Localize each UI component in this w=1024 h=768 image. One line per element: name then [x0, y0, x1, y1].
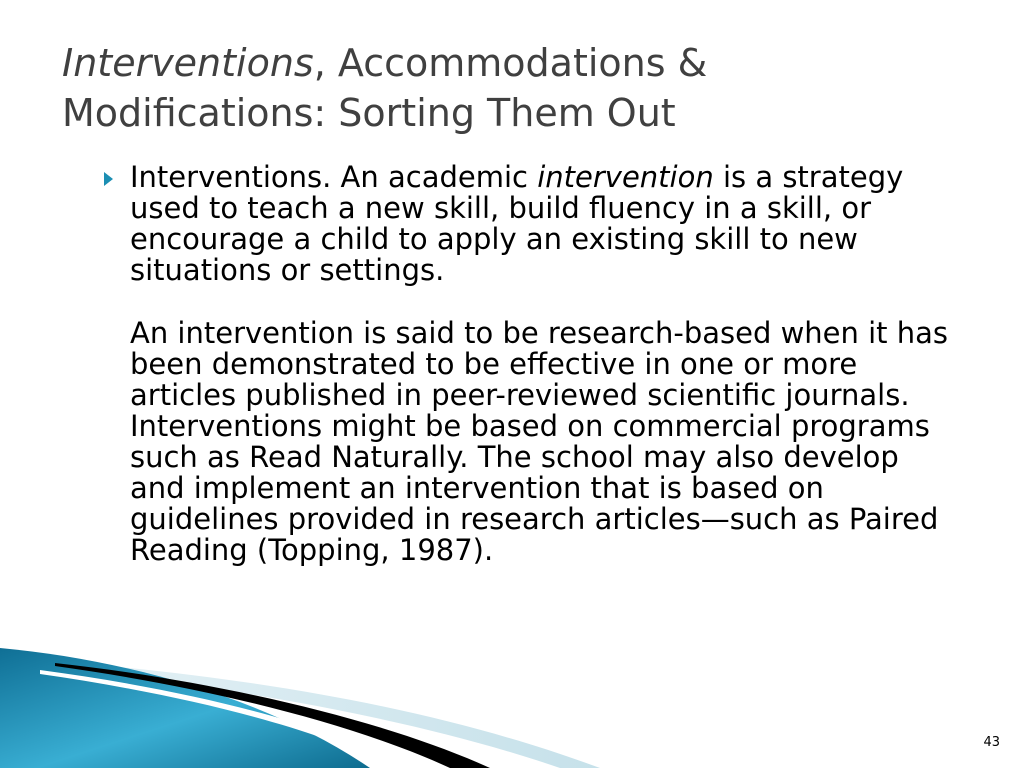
- bullet-arrow-icon: [104, 172, 113, 186]
- wave-black-stripe: [55, 663, 490, 768]
- wave-white-stripe: [40, 670, 410, 768]
- bullet-text-after: is a strategy used to teach a new skill, build fluency in a skill, or encourage a child to apply an existing skill to new situations or settings.: [130, 160, 904, 287]
- wave-blue-band: [0, 648, 370, 768]
- title-italic-word: Interventions: [62, 41, 314, 85]
- title-line2: Modifications: Sorting Them Out: [62, 91, 676, 135]
- title-rest: , Accommodations &: [313, 41, 708, 85]
- bullet-paragraph-1: [130, 162, 960, 286]
- slide-body: [130, 162, 960, 566]
- wave-light-band: [40, 660, 600, 768]
- page-number: 43: [983, 735, 1000, 750]
- slide-title: [62, 38, 962, 138]
- bullet-paragraph-2: An intervention is said to be research-based when it has been demonstrated to be effective in one or more articles published in peer-reviewed scientific journals. Interventions might be based on commercial programs such as Read Naturally. The school may also develop and implement an intervention that is based on guidelines provided in research articles—such as Paired Reading (Topping, 1987).: [130, 316, 949, 567]
- bullet-italic-word: intervention: [537, 160, 714, 194]
- bullet-lead: Interventions.: [130, 160, 332, 194]
- bullet-text-before: An academic: [331, 160, 538, 194]
